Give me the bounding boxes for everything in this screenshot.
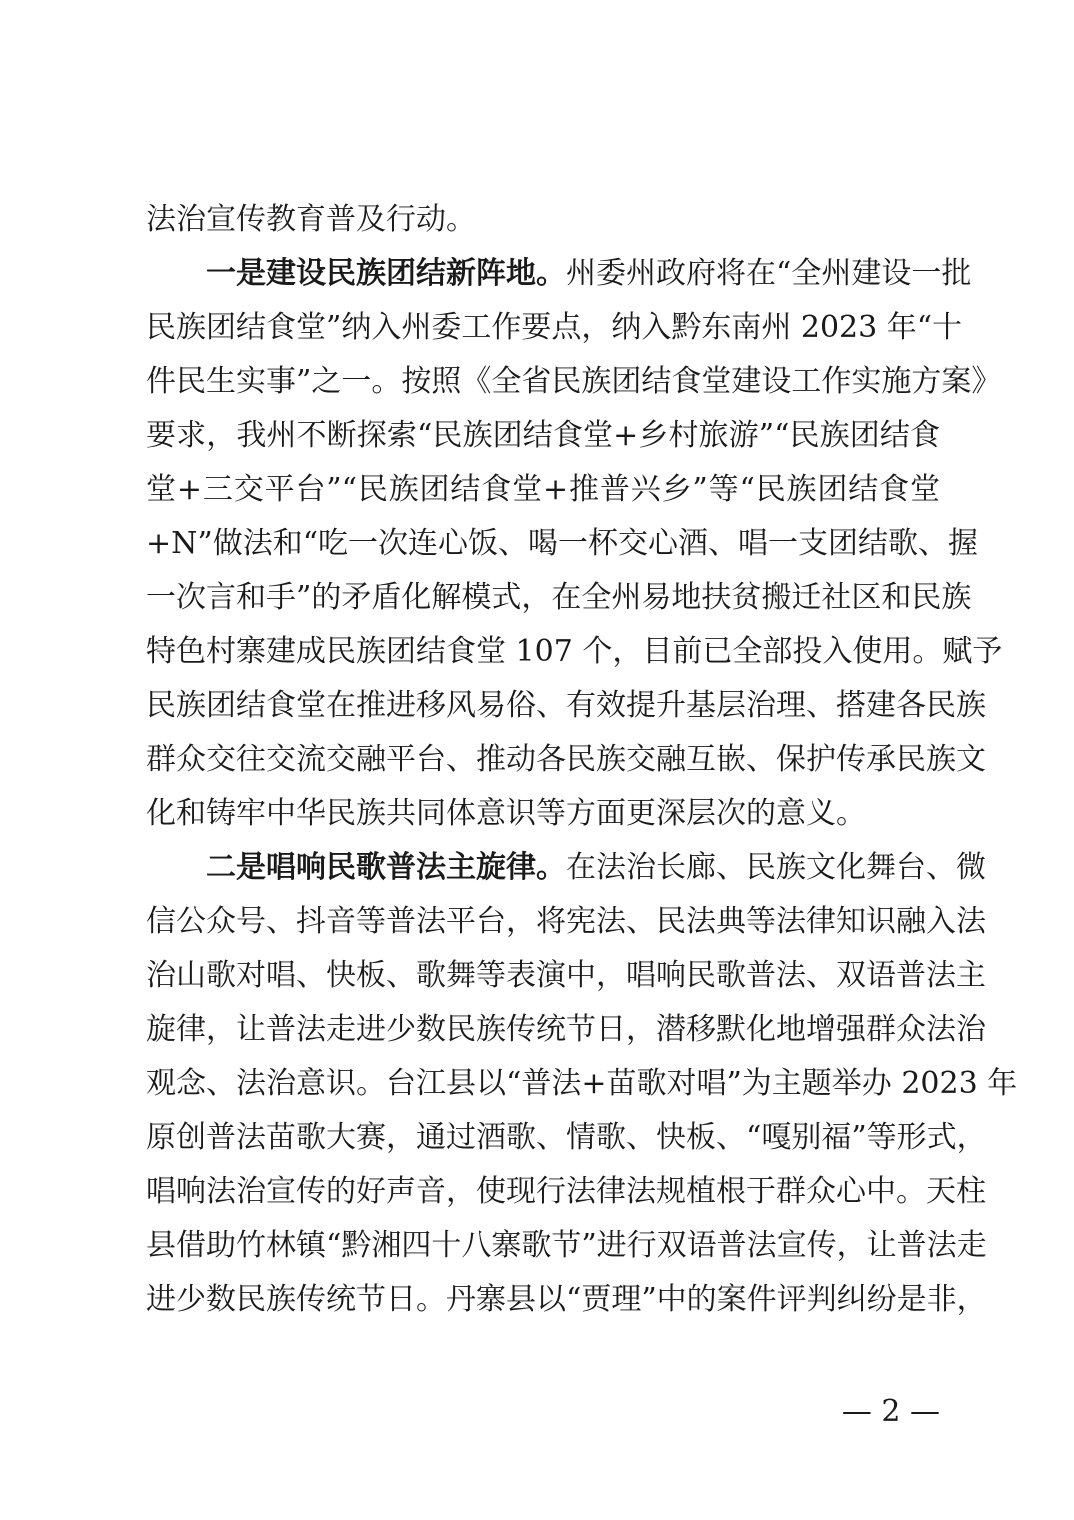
paragraph-line: 原创普法苗歌大赛，通过酒歌、情歌、快板、“嘎别福”等形式， bbox=[146, 1120, 987, 1155]
section-heading-1: 一是建设民族团结新阵地。 bbox=[206, 256, 566, 291]
paragraph-text: 在法治长廊、民族文化舞台、微 bbox=[566, 850, 986, 885]
paragraph-line: 一次言和手”的矛盾化解模式，在全州易地扶贫搬迁社区和民族 bbox=[146, 580, 972, 615]
paragraph-line: 治山歌对唱、快板、歌舞等表演中，唱响民歌普法、双语普法主 bbox=[146, 958, 986, 993]
paragraph-line: 旋律，让普法走进少数民族传统节日，潜移默化地增强群众法治 bbox=[146, 1012, 986, 1047]
paragraph-line: 堂+三交平台”“民族团结食堂+推普兴乡”等“民族团结食堂 bbox=[146, 472, 940, 507]
paragraph-line: +N”做法和“吃一次连心饭、喝一杯交心酒、唱一支团结歌、握 bbox=[146, 526, 979, 561]
paragraph-line: 化和铸牢中华民族共同体意识等方面更深层次的意义。 bbox=[146, 796, 866, 831]
paragraph-line: 要求，我州不断探索“民族团结食堂+乡村旅游”“民族团结食 bbox=[146, 418, 940, 453]
paragraph-line: 民族团结食堂”纳入州委工作要点，纳入黔东南州 2023 年“十 bbox=[146, 310, 963, 345]
paragraph-line: 县借助竹林镇“黔湘四十八寨歌节”进行双语普法宣传，让普法走 bbox=[146, 1228, 987, 1263]
paragraph-line: 民族团结食堂在推进移风易俗、有效提升基层治理、搭建各民族 bbox=[146, 688, 986, 723]
paragraph-text: 州委州政府将在“全州建设一批 bbox=[566, 256, 972, 291]
paragraph-line: 件民生实事”之一。按照《全省民族团结食堂建设工作实施方案》 bbox=[146, 364, 1002, 399]
paragraph-line: 进少数民族传统节日。丹寨县以“贾理”中的案件评判纠纷是非， bbox=[146, 1282, 987, 1317]
page-number: — 2 — bbox=[841, 1394, 940, 1429]
paragraph-heading-line bbox=[206, 848, 986, 888]
paragraph-heading-line bbox=[206, 254, 972, 294]
paragraph-line: 群众交往交流交融平台、推动各民族交融互嵌、保护传承民族文 bbox=[146, 742, 986, 777]
paragraph-line: 信公众号、抖音等普法平台，将宪法、民法典等法律知识融入法 bbox=[146, 904, 986, 939]
paragraph-line: 唱响法治宣传的好声音，使现行法律法规植根于群众心中。天柱 bbox=[146, 1174, 986, 1209]
section-heading-2: 二是唱响民歌普法主旋律。 bbox=[206, 850, 566, 885]
paragraph-line: 法治宣传教育普及行动。 bbox=[146, 202, 476, 237]
paragraph-line: 观念、法治意识。台江县以“普法+苗歌对唱”为主题举办 2023 年 bbox=[146, 1066, 1018, 1101]
paragraph-line: 特色村寨建成民族团结食堂 107 个，目前已全部投入使用。赋予 bbox=[146, 634, 1003, 669]
